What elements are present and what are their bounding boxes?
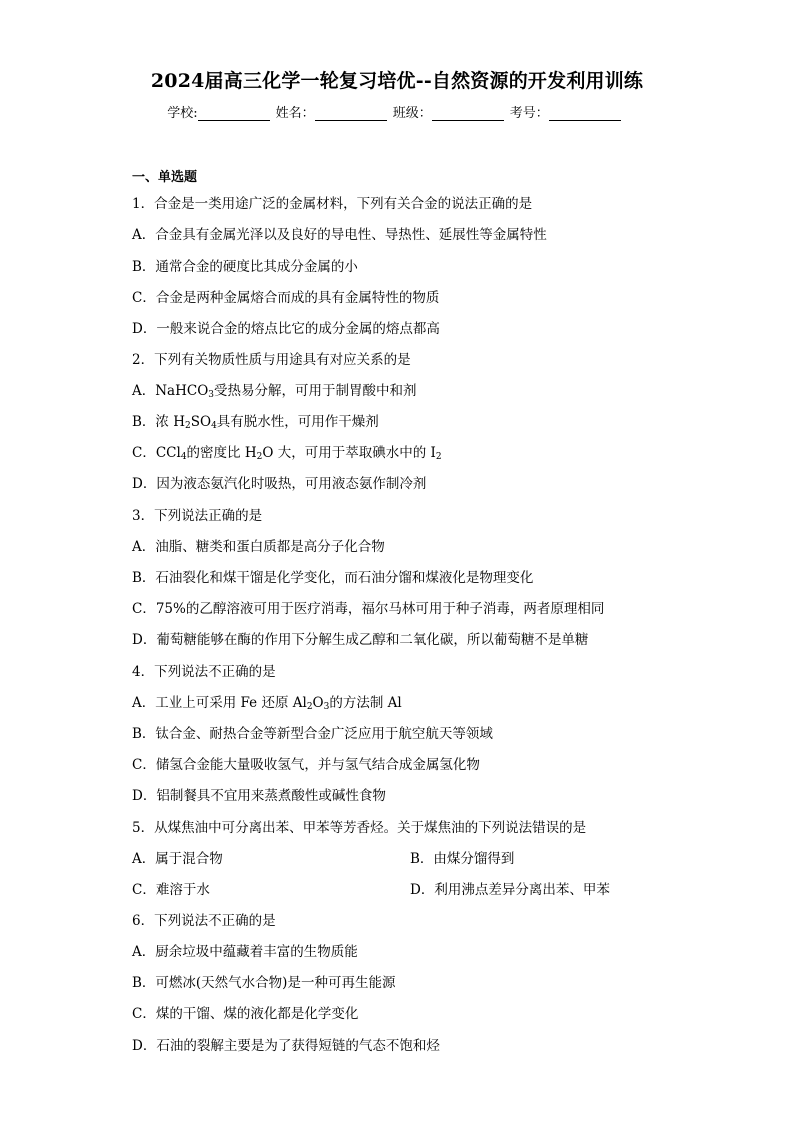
- section-heading: 一、单选题: [132, 170, 198, 185]
- school-blank[interactable]: [198, 106, 270, 121]
- exam-no-blank[interactable]: [549, 106, 621, 121]
- option-d: D．利用沸点差异分离出苯、甲苯: [410, 882, 610, 898]
- option-b: B．钛合金、耐热合金等新型合金广泛应用于航空航天等领域: [132, 726, 493, 742]
- class-blank[interactable]: [432, 106, 504, 121]
- option-c: C．煤的干馏、煤的液化都是化学变化: [132, 1006, 359, 1022]
- exam-no-label: 考号：: [509, 106, 549, 121]
- option-a: A．NaHCO$_3$受热易分解，可用于制胃酸中和剂: [132, 383, 417, 400]
- option-a: A．油脂、糖类和蛋白质都是高分子化合物: [132, 539, 385, 555]
- option-b: B．通常合金的硬度比其成分金属的小: [132, 259, 358, 275]
- question-stem: 5．从煤焦油中可分离出苯、甲苯等芳香烃。关于煤焦油的下列说法错误的是: [132, 820, 587, 836]
- option-d: D．铝制餐具不宜用来蒸煮酸性或碱性食物: [132, 788, 386, 804]
- student-info-line: [0, 102, 794, 121]
- question-stem: 1．合金是一类用途广泛的金属材料，下列有关合金的说法正确的是: [132, 196, 533, 212]
- option-c: C．难溶于水: [132, 882, 210, 898]
- class-label: 班级：: [392, 106, 432, 121]
- option-b: B．石油裂化和煤干馏是化学变化，而石油分馏和煤液化是物理变化: [132, 570, 534, 586]
- school-label: 学校:: [167, 106, 198, 121]
- question-stem: 4．下列说法不正确的是: [132, 664, 276, 680]
- option-d: D．石油的裂解主要是为了获得短链的气态不饱和烃: [132, 1038, 440, 1054]
- option-a: A．属于混合物: [132, 851, 223, 867]
- option-a: A．合金具有金属光泽以及良好的导电性、导热性、延展性等金属特性: [132, 227, 547, 243]
- option-d: D．一般来说合金的熔点比它的成分金属的熔点都高: [132, 321, 440, 337]
- question-stem: 3．下列说法正确的是: [132, 508, 263, 524]
- option-b: B．浓 $H_2SO_4$具有脱水性，可用作干燥剂: [132, 414, 379, 431]
- option-d: D．因为液态氨汽化时吸热，可用液态氨作制冷剂: [132, 476, 427, 492]
- option-b: B．可燃冰(天然气水合物)是一种可再生能源: [132, 975, 396, 991]
- option-c: C．CCl$_4$的密度比 $H_2O$ 大，可用于萃取碘水中的 $I_2$: [132, 445, 442, 462]
- question-stem: 2．下列有关物质性质与用途具有对应关系的是: [132, 352, 411, 368]
- page-title: 2024届高三化学一轮复习培优--自然资源的开发利用训练: [150, 70, 644, 92]
- option-d: D．葡萄糖能够在酶的作用下分解生成乙醇和二氧化碳，所以葡萄糖不是单糖: [132, 632, 589, 648]
- option-c: C．75%的乙醇溶液可用于医疗消毒，福尔马林可用于种子消毒，两者原理相同: [132, 601, 605, 617]
- option-c: C．合金是两种金属熔合而成的具有金属特性的物质: [132, 290, 440, 306]
- option-a: A．厨余垃圾中蕴藏着丰富的生物质能: [132, 944, 358, 960]
- name-blank[interactable]: [315, 106, 387, 121]
- name-label: 姓名：: [275, 106, 315, 121]
- option-c: C．储氢合金能大量吸收氢气，并与氢气结合成金属氢化物: [132, 757, 480, 773]
- question-stem: 6．下列说法不正确的是: [132, 913, 276, 929]
- option-a: A．工业上可采用 Fe 还原 $Al_2O_3$的方法制 Al: [132, 695, 402, 712]
- option-b: B．由煤分馏得到: [410, 851, 515, 867]
